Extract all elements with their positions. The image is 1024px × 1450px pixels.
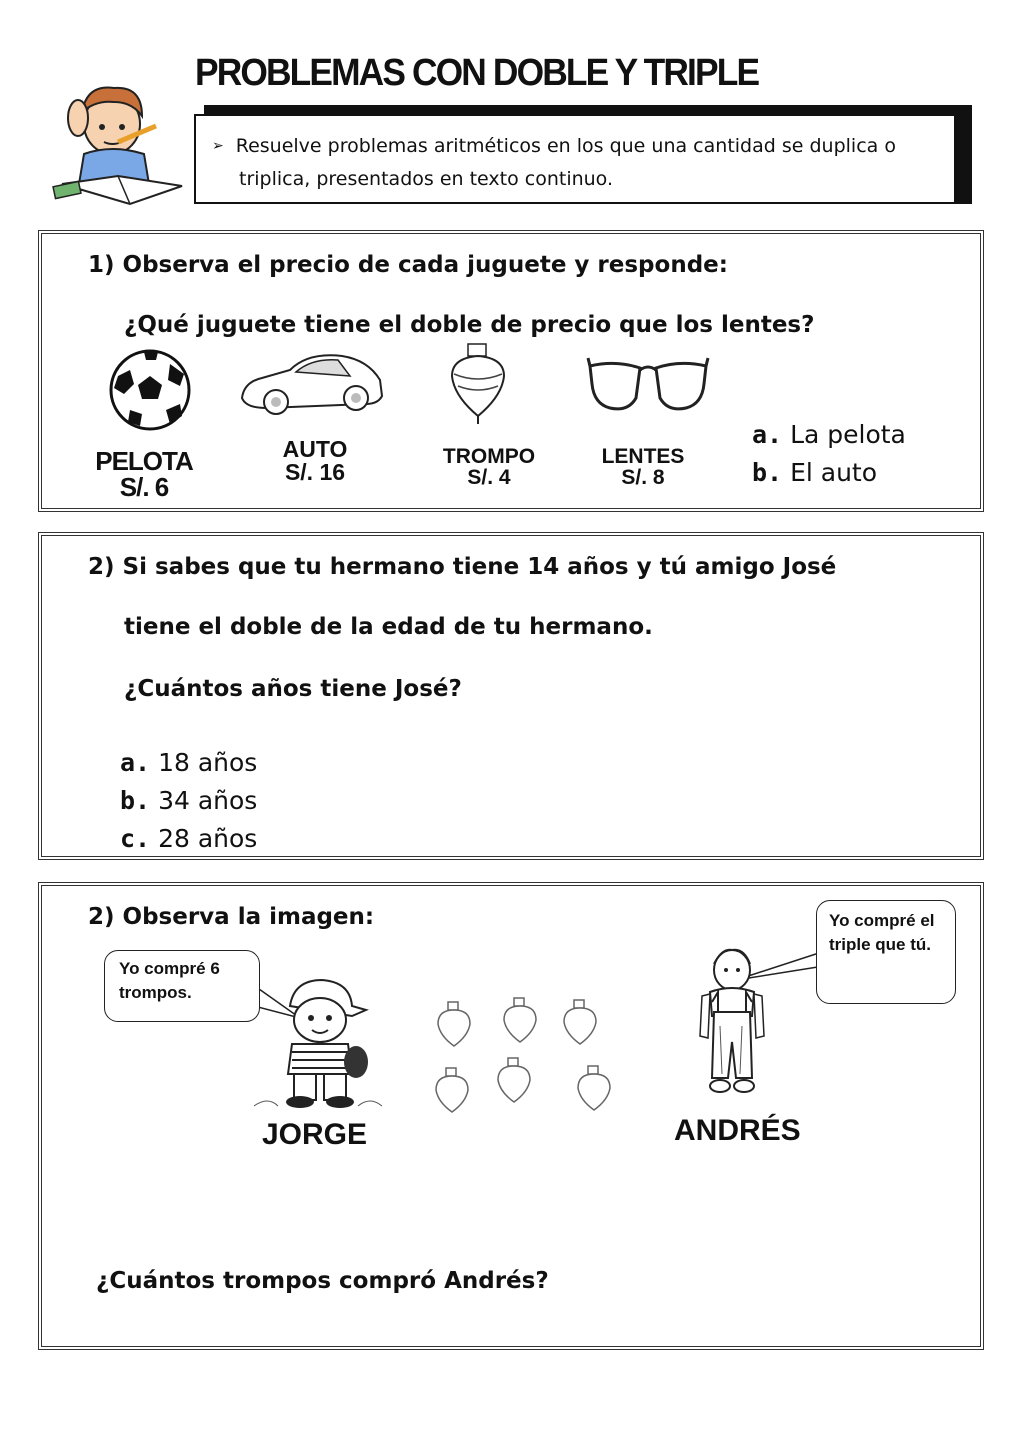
question-1-heading: 1) Observa el precio de cada juguete y responde:: [88, 252, 728, 278]
toy-price: S/. 6: [119, 472, 169, 502]
boy-studying-illustration: [52, 72, 187, 212]
question-3-question: ¿Cuántos trompos compró Andrés?: [96, 1268, 549, 1294]
option-c[interactable]: c. 28 años: [120, 824, 258, 853]
andres-boy-illustration: [682, 946, 782, 1106]
jorge-boy-illustration: [248, 972, 388, 1112]
toy-name: TROMPO: [442, 445, 536, 468]
page-title: PROBLEMAS CON DOBLE Y TRIPLE: [195, 52, 759, 94]
toy-price: S/. 8: [621, 466, 665, 489]
glasses-icon: [586, 354, 710, 420]
toy-label-pelota: [94, 448, 194, 500]
option-a[interactable]: a. 18 años: [120, 748, 258, 777]
option-a[interactable]: a. La pelota: [752, 420, 906, 449]
option-b[interactable]: b. El auto: [752, 458, 878, 487]
andres-name: ANDRÉS: [674, 1114, 801, 1147]
andres-speech-bubble: Yo compré el triple que tú.: [816, 900, 956, 1004]
ball-icon: [108, 348, 192, 432]
question-3-heading: 2) Observa la imagen:: [88, 904, 375, 930]
spinning-tops-group: [432, 994, 632, 1118]
question-1-panel: [38, 230, 984, 512]
toy-label-auto: [260, 438, 370, 484]
toy-price: S/. 16: [284, 459, 346, 485]
question-2-line-1: 2) Si sabes que tu hermano tiene 14 años y tú amigo José: [88, 554, 837, 580]
objective-line-2: triplica, presentados en texto continuo.: [239, 168, 614, 190]
objective-text: [212, 130, 952, 196]
question-1-text: ¿Qué juguete tiene el doble de precio que los lentes?: [124, 312, 815, 338]
toy-label-lentes: [588, 446, 698, 488]
question-2-question: ¿Cuántos años tiene José?: [124, 676, 462, 702]
question-2-panel: [38, 532, 984, 860]
jorge-speech-bubble: Yo compré 6 trompos.: [104, 950, 260, 1022]
question-3-panel: [38, 882, 984, 1350]
toy-price: S/. 4: [467, 466, 511, 489]
arrow-bullet-icon: ➢: [212, 138, 224, 154]
toy-label-trompo: [434, 446, 544, 488]
toy-name: AUTO: [282, 436, 348, 462]
option-b[interactable]: b. 34 años: [120, 786, 258, 815]
toy-name: LENTES: [601, 445, 685, 468]
objective-line-1: Resuelve problemas aritméticos en los que una cantidad se duplica o: [235, 135, 896, 157]
toy-name: PELOTA: [95, 446, 193, 476]
jorge-name: JORGE: [262, 1118, 368, 1151]
question-2-line-2: tiene el doble de la edad de tu hermano.: [124, 614, 653, 640]
car-icon: [238, 346, 386, 420]
spinning-top-icon: [446, 340, 510, 426]
